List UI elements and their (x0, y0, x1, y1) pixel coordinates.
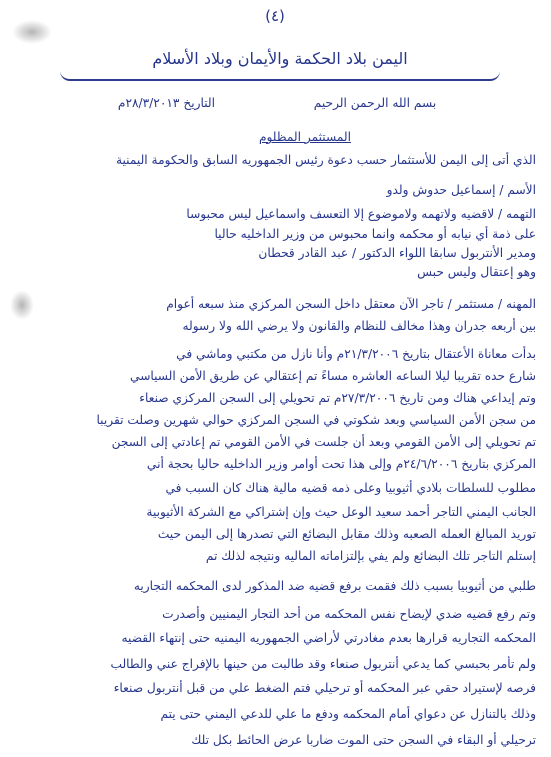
letter-date: التاريخ ٢٨/٣/٢٠١٣م (117, 96, 215, 110)
letter-line: وذلك بالتنازل عن دعواي أمام المحكمه ودفع ما علي للدعي اليمني حتى يتم (160, 707, 536, 721)
letter-line: المهنه / مستثمر / تاجر الآن معتقل داخل السجن المركزي منذ سبعه أعوام (166, 297, 536, 311)
page-number: (٤) (265, 7, 285, 25)
letter-line: المركزي بتاريخ ٢٤/٦/٢٠٠٦م وإلى هذا تحت أوامر وزير الداخليه حاليا بحجة أني (146, 457, 536, 471)
letter-line: بين أربعه جدران وهذا مخالف للنظام والقانون ولا يرضي الله ولا رسوله (182, 319, 536, 333)
letter-line: بدأت معاناة الأعتقال بتاريخ ٢١/٣/٢٠٠٦م وأنا نازل من مكتبي وماشي في (176, 347, 536, 361)
letter-line: شارع حده تقريبا ليلا الساعه العاشره مساءً تم إعتقالي عن طريق الأمن السياسي (130, 369, 536, 383)
letter-line: طلبي من أثيوبيا بسبب ذلك فقمت برفع قضيه ضد المذكور لدى المحكمه التجاريه (133, 579, 536, 593)
letter-line: ومدير الأنتربول سابقا اللواء الدكتور / عبد القادر قحطان (258, 246, 536, 260)
ink-smudge (12, 20, 52, 44)
letter-line: فرصه لإستيراد حقي عبر المحكمه أو ترحيلي فتم الضغط علي من قبل أنتربول صنعاء (113, 681, 536, 695)
letter-line: تم تحويلي إلى الأمن القومي وبعد أن جلست في الأمن القومي تم إعادتي إلى السجن (111, 435, 536, 449)
letter-line: ولم تأمر بحبسي كما يدعي أنتربول صنعاء وقد طالبت من حينها بالإفراج عني والطالب (110, 657, 536, 671)
letter-line: المحكمه التجاريه قرارها بعدم مغادرتي لأراضي الجمهوريه اليمنيه حتى إنتهاء القضيه (121, 631, 536, 645)
letter-line: من سجن الأمن السياسي وبعد شكوتي في السجن المركزي حوالي شهرين وصلت تقريبا (96, 413, 536, 427)
case-title: المستثمر المظلوم (258, 130, 352, 144)
letter-line: مطلوب للسلطات بلادي أثيوبيا وعلى ذمه قضيه مالية هناك كان السبب في (165, 481, 536, 495)
letter-line: التهمه / لاقضيه ولاتهمه ولاموضوع إلا التعسف واسماعيل ليس محبوسا (186, 207, 536, 221)
ink-smudge (10, 290, 34, 320)
underline-stroke (60, 71, 500, 81)
letter-subtitle: الذي أتى إلى اليمن للأستثمار حسب دعوة رئيس الجمهوريه السابق والحكومة اليمنية (115, 153, 536, 167)
letter-line: على ذمة أي نيابه أو محكمه وانما محبوس من وزير الداخليه حاليا (214, 227, 536, 241)
letter-title: اليمن بلاد الحكمة والأيمان وبلاد الأسلام (152, 49, 408, 68)
letter-line: وتم إيداعي هناك ومن تاريخ ٢٧/٣/٢٠٠٦م تم تحويلي إلى السجن المركزي صنعاء (139, 391, 536, 405)
letter-line: وهو إعتقال وليس حبس (417, 265, 536, 279)
letter-line: الجانب اليمني التاجر أحمد سعيد الوعل حيث وإن إشتراكي مع الشركة الأثيوبية (146, 505, 536, 519)
letter-line: وتم رفع قضيه ضدي لإيضاح نفس المحكمه من أحد التجار اليمنيين وأصدرت (162, 607, 536, 621)
letter-line: توريد المبالغ العمله الصعبه وذلك مقابل البضائع التي تصدرها إلى اليمن حيث (157, 527, 536, 541)
letter-line: إستلم التاجر تلك البضائع ولم يفي بإلتزاماته الماليه ونتيجه لذلك تم (205, 549, 536, 563)
letter-line: الأسم / إسماعيل حدوش ولدو (386, 183, 536, 197)
letter-line: ترحيلي أو البقاء في السجن حتى الموت ضاربا عرض الحائط بكل تلك (191, 733, 536, 747)
basmala: بسم الله الرحمن الرحيم (313, 96, 437, 110)
